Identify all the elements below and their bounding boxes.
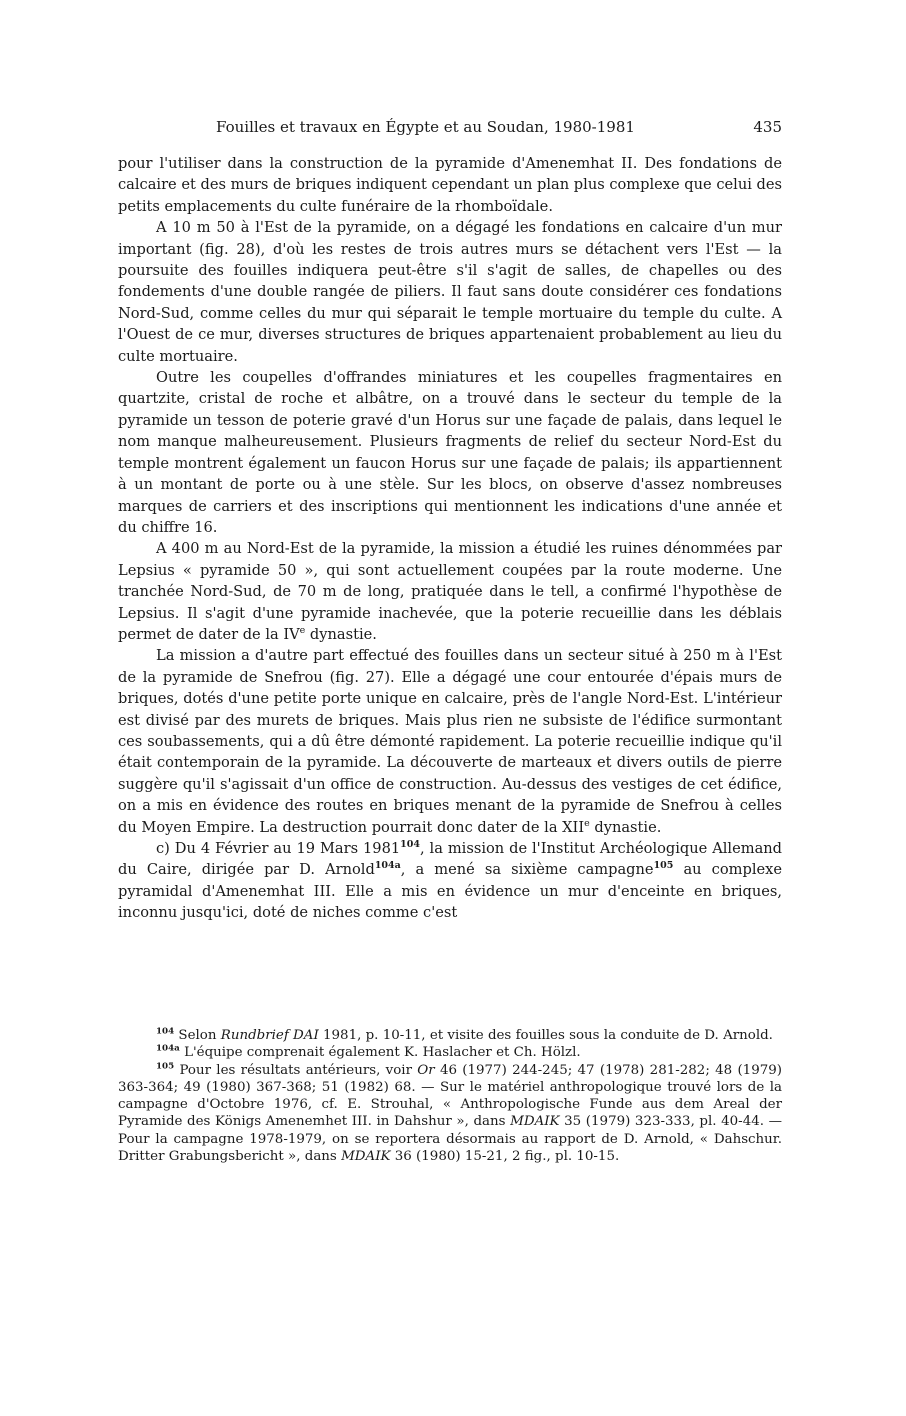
paragraph-3: Outre les coupelles d'offrandes miniatures et les coupelles fragmentaires en quartzite, cristal de roche et albâtre, on a trouvé dans le secteur du temple de la pyramide un tesson de poterie gravé d'un Horus sur une façade de palais, dans lequel le nom manque malheureusement. Plusieurs fragments de relief du secteur Nord-Est du temple montrent également un faucon Horus sur une façade de palais; ils appartiennent à un montant de porte ou à une stèle. Sur les blocs, on observe d'assez nombreuses marques de carriers et des inscriptions qui mentionnent les indications d'une année et du chiffre 16.: [118, 369, 782, 536]
footnotes: [118, 1027, 782, 1165]
footnote-mark-104: 104: [156, 1026, 175, 1037]
paragraph-6: [118, 838, 782, 924]
footnote-104-journal: Rundbrief DAI: [220, 1028, 319, 1043]
page-number: 435: [753, 118, 782, 136]
footnote-104a-text: L'équipe comprenait également K. Haslacher et Ch. Hölzl.: [179, 1045, 581, 1061]
footnote-105-text-c: 35 (1979) 323-333, pl. 40-44. — Pour la campagne 1978-1979, on se reportera désormais au rapport de D. Arnold, « Dahschur. Dritter Grabungsbericht », dans: [118, 1114, 782, 1165]
paragraph-6-part-c: , a mené sa sixième campagne: [400, 861, 654, 879]
paragraph-5-end: dynastie.: [589, 818, 662, 836]
paragraph-4-text: A 400 m au Nord-Est de la pyramide, la mission a étudié les ruines dénommées par Lepsius « pyramide 50 », qui sont actuellement coupées par la route moderne. Une tranchée Nord-Sud, de 70 m de long, pratiquée dans le tell, a confirmé l'hypothèse de Lepsius. Il s'agit d'une pyramide inachevée, que la poterie recueillie dans les déblais permet de dater de la IV: [118, 540, 782, 643]
footnote-105-journal-mdaik: MDAIK: [341, 1149, 391, 1165]
footnote-105: [118, 1062, 782, 1166]
running-header: [118, 118, 782, 140]
footnote-ref-105[interactable]: 105: [653, 860, 674, 872]
paragraph-2: A 10 m 50 à l'Est de la pyramide, on a dégagé les fondations en calcaire d'un mur important (fig. 28), d'où les restes de trois autres murs se détachent vers l'Est — la poursuite des fouilles indiquera peut-être s'il s'agit de salles, de chapelles ou des fondements d'une double rangée de piliers. Il faut sans doute considérer ces fondations Nord-Sud, comme celles du mur qui séparait le temple mortuaire du temple du culte. A l'Ouest de ce mur, diverses structures de briques appartenaient probablement au lieu du culte mortuaire.: [118, 219, 782, 365]
paragraph-5-text: La mission a d'autre part effectué des fouilles dans un secteur situé à 250 m à l'Est de la pyramide de Snefrou (fig. 27). Elle a dégagé une cour entourée d'épais murs de briques, dotés d'une petite porte unique en calcaire, près de l'angle Nord-Est. L'intérieur est divisé par des murets de briques. Mais plus rien ne subsiste de l'édifice surmontant ces soubassements, qui a dû être démonté rapidement. La poterie recueillie indique qu'il était contemporain de la pyramide. La découverte de marteaux et divers outils de pierre suggère qu'il s'agissait d'un office de construction. Au-dessus des vestiges de cet édifice, on a mis en évidence des routes en briques menant de la pyramide de Snefrou à celles du Moyen Empire. La destruction pourrait donc dater de la XII: [118, 647, 782, 836]
footnote-105-journal-mdaik: MDAIK: [510, 1114, 560, 1130]
paragraph-4-end: dynastie.: [305, 625, 377, 643]
paragraph-4: [118, 538, 782, 645]
superscript-e: e: [299, 625, 306, 637]
paragraph-1: pour l'utiliser dans la construction de la pyramide d'Amenemhat II. Des fondations de calcaire et des murs de briques indiquent cependant un plan plus complexe que celui des petits emplacements du culte funéraire de la rhomboïdale.: [118, 155, 782, 215]
footnote-105-text-a: Pour les résultats antérieurs, voir: [174, 1062, 418, 1078]
footnote-104: [118, 1027, 782, 1044]
footnote-104a: [118, 1044, 782, 1061]
running-title: Fouilles et travaux en Égypte et au Soudan, 1980-1981: [216, 118, 635, 136]
footnote-105-text-b: 46 (1977) 244-245; 47 (1978) 281-282; 48 (1979) 363-364; 49 (1980) 367-368; 51 (1982) 68. — Sur le matériel anthropologique trouvé lors de la campagne d'Octobre 1976, cf. E. Strouhal, « Anthropologische Funde aus dem Areal der Pyramide des Königs Amenemhet III. in Dahshur », dans: [118, 1062, 782, 1130]
main-text: [118, 153, 782, 924]
footnote-mark-104a: 104a: [156, 1043, 180, 1054]
paragraph-6-part-b: , la mission de l'Institut Archéologique Allemand du Caire, dirigée par D. Arnold: [118, 840, 783, 879]
paragraph-5: [118, 645, 782, 838]
footnote-105-text-d: 36 (1980) 15-21, 2 fig., pl. 10-15.: [390, 1149, 620, 1165]
footnote-ref-104[interactable]: 104: [400, 839, 420, 851]
footnote-105-journal-or: Or: [417, 1062, 435, 1078]
paragraph-6-part-d: au complexe pyramidal d'Amenemhat III. Elle a mis en évidence un mur d'enceinte en briques, inconnu jusqu'ici, doté de niches comme c'est: [118, 861, 782, 922]
footnote-ref-104a[interactable]: 104a: [374, 860, 401, 872]
superscript-e: e: [584, 817, 590, 829]
footnote-104-text-a: Selon: [174, 1028, 221, 1043]
paragraph-6-part-a: c) Du 4 Février au 19 Mars 1981: [156, 840, 401, 857]
footnote-104-text-b: 1981, p. 10-11, et visite des fouilles sous la conduite de D. Arnold.: [318, 1028, 773, 1043]
footnote-mark-105: 105: [156, 1061, 175, 1072]
